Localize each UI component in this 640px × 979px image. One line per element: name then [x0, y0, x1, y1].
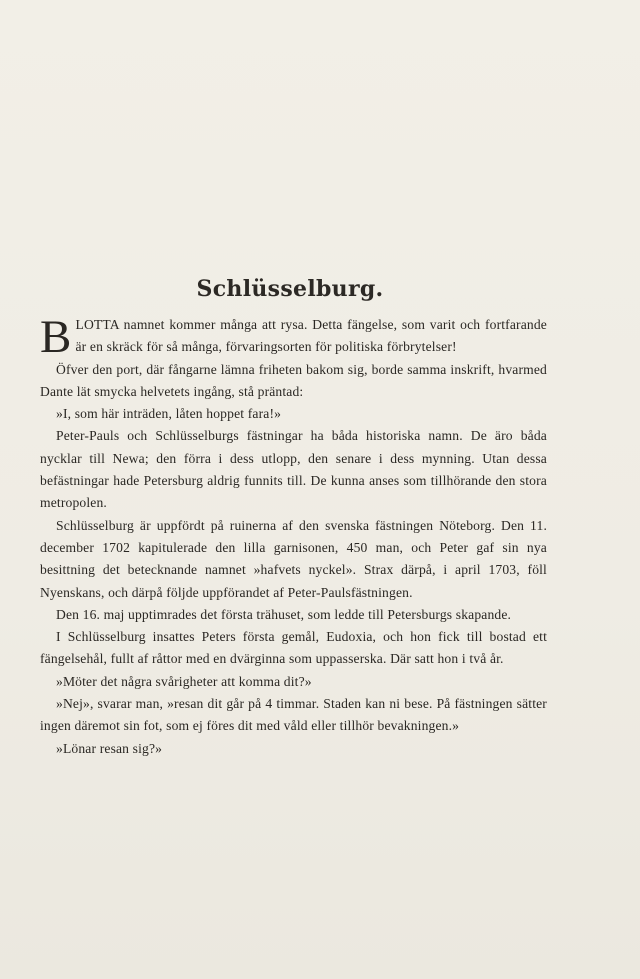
- drop-cap: B: [40, 311, 72, 363]
- paragraph: »I, som här inträden, låten hoppet fara!»: [56, 406, 282, 422]
- opening-paragraph: [40, 311, 547, 363]
- paragraph: Den 16. maj upptimrades det första trähuset, som ledde till Petersburgs skapande.: [56, 606, 512, 622]
- chapter-body: [40, 311, 547, 760]
- paragraph: »Nej», svarar man, »resan dit går på 4 timmar. Staden kan ni bese. På fästningen sätter ingen däremot sin fot, som ej föres dit med våld eller tillhör bevakningen.»: [40, 696, 547, 734]
- paragraph: Peter-Pauls och Schlüsselburgs fästningar ha båda historiska namn. De äro båda nycklar till Newa; den förra i dess utlopp, den senare i dess mynning. Utan dessa befästningar hade Petersburg aldrig funnits till. De kunna anses som tillhörande den stora metropolen.: [40, 428, 547, 511]
- paragraph: Öfver den port, där fångarne lämna friheten bakom sig, borde samma inskrift, hvarmed Dante lät smycka helvetets ingång, stå präntad:: [40, 361, 547, 399]
- paragraph: »Lönar resan sig?»: [56, 740, 163, 756]
- paragraph: I Schlüsselburg insattes Peters första gemål, Eudoxia, och hon fick till bostad ett fängelsehål, fullt af råttor med en dvärginna som uppasserska. Där satt hon i två år.: [40, 629, 547, 667]
- chapter-title: Schlüsselburg.: [196, 276, 384, 302]
- opening-text: LOTTA namnet kommer många att rysa. Detta fängelse, som varit och fortfarande är en skräck för så många, förvaringsorten för politiska förbrytelser!: [75, 317, 547, 355]
- paragraph: »Möter det några svårigheter att komma dit?»: [56, 673, 312, 689]
- paragraph: Schlüsselburg är uppfördt på ruinerna af den svenska fästningen Nöteborg. Den 11. december 1702 kapitulerade den lilla garnisonen, 450 man, och Peter gaf sin nya besittning det betecknande namnet »hafvets nyckel». Strax därpå, i april 1703, föll Nyenskans, och därpå följde uppförandet af Peter-Paulsfästningen.: [40, 517, 547, 600]
